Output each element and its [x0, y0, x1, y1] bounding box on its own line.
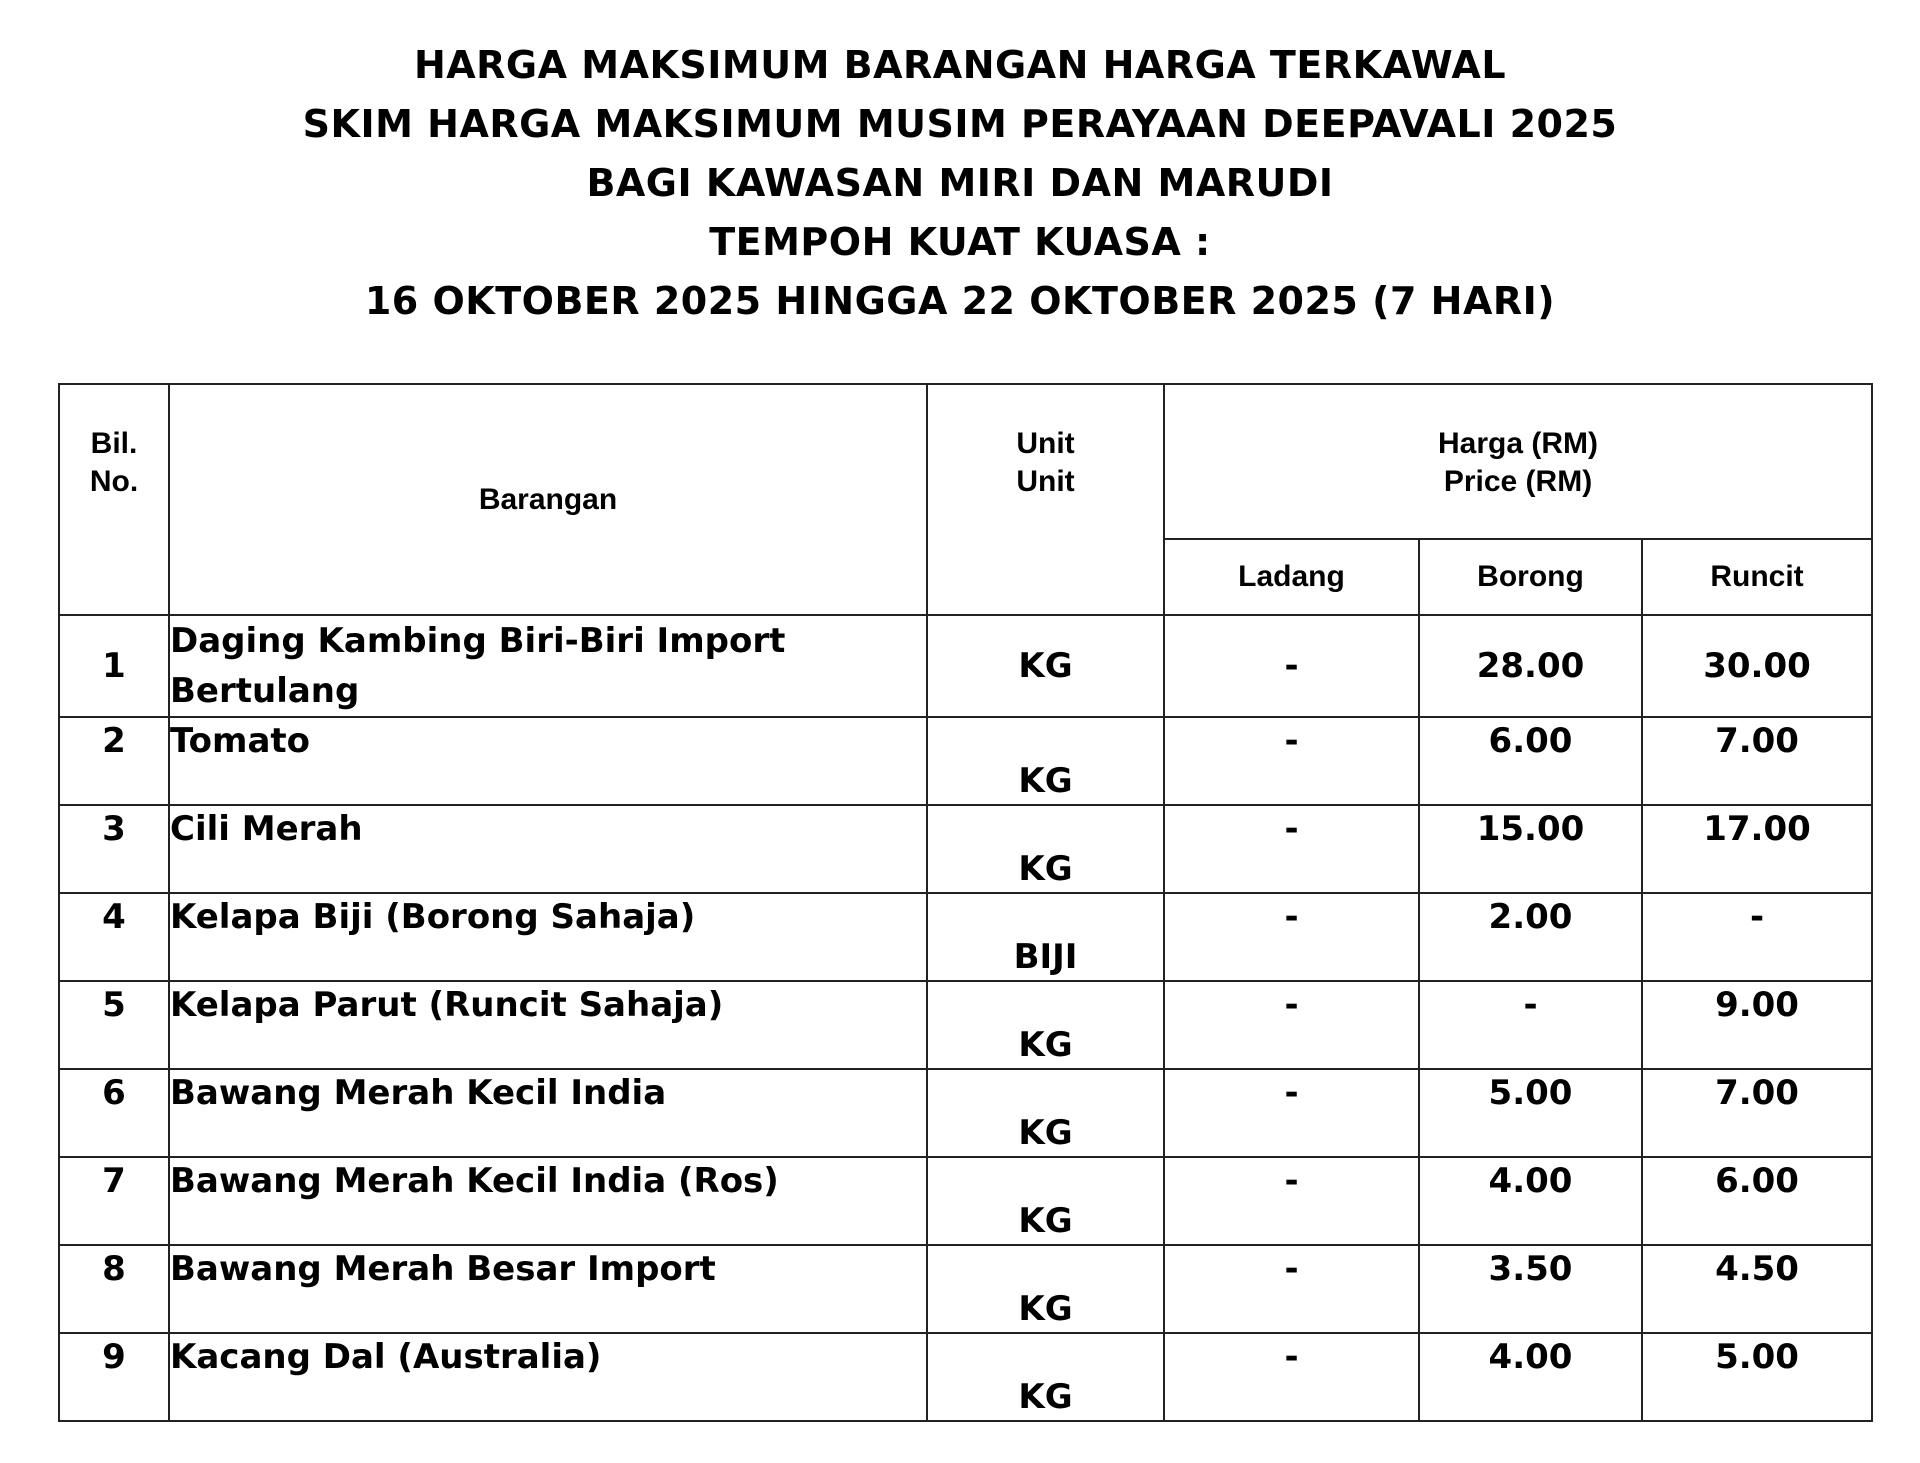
header-borong: Borong [1419, 539, 1642, 615]
cell-barangan: Kelapa Biji (Borong Sahaja) [169, 893, 927, 981]
title-line-2: SKIM HARGA MAKSIMUM MUSIM PERAYAAN DEEPAVALI 2025 [302, 102, 1618, 146]
table-row [59, 615, 1872, 717]
table-row [59, 1245, 1872, 1333]
cell-no: 5 [59, 981, 169, 1069]
cell-barangan: Kacang Dal (Australia) [169, 1333, 927, 1421]
cell-unit: KG [927, 615, 1164, 717]
cell-borong: 5.00 [1419, 1069, 1642, 1157]
cell-barangan: Kelapa Parut (Runcit Sahaja) [169, 981, 927, 1069]
cell-runcit: 6.00 [1642, 1157, 1872, 1245]
cell-runcit: 30.00 [1642, 615, 1872, 717]
cell-ladang: - [1164, 1157, 1419, 1245]
title-line-5: 16 OKTOBER 2025 HINGGA 22 OKTOBER 2025 (7 HARI) [364, 279, 1556, 323]
cell-unit: KG [927, 981, 1164, 1069]
cell-barangan: Tomato [169, 717, 927, 805]
cell-ladang: - [1164, 981, 1419, 1069]
cell-unit: KG [927, 1069, 1164, 1157]
header-unit-en: Unit [1016, 465, 1075, 498]
table-header-row [59, 384, 1872, 539]
cell-no: 2 [59, 717, 169, 805]
cell-unit: KG [927, 717, 1164, 805]
table-row [59, 717, 1872, 805]
cell-borong: 2.00 [1419, 893, 1642, 981]
cell-unit: KG [927, 1157, 1164, 1245]
cell-borong: 15.00 [1419, 805, 1642, 893]
table-row [59, 1157, 1872, 1245]
cell-barangan: Bawang Merah Kecil India [169, 1069, 927, 1157]
header-harga-ms: Harga (RM) [1438, 427, 1599, 460]
cell-ladang: - [1164, 893, 1419, 981]
cell-barangan-line2: Bertulang [170, 671, 360, 711]
document-title [0, 36, 1920, 331]
header-runcit: Runcit [1642, 539, 1872, 615]
cell-runcit: 4.50 [1642, 1245, 1872, 1333]
header-harga [1164, 384, 1872, 539]
title-line-1: HARGA MAKSIMUM BARANGAN HARGA TERKAWAL [413, 43, 1507, 87]
cell-barangan: Bawang Merah Besar Import [169, 1245, 927, 1333]
cell-unit: KG [927, 1245, 1164, 1333]
cell-ladang: - [1164, 805, 1419, 893]
cell-no: 7 [59, 1157, 169, 1245]
price-table [58, 383, 1873, 1422]
header-bil-no [59, 384, 169, 615]
cell-runcit: 5.00 [1642, 1333, 1872, 1421]
header-unit-ms: Unit [1016, 427, 1075, 460]
title-line-3: BAGI KAWASAN MIRI DAN MARUDI [586, 161, 1334, 205]
table-row [59, 1333, 1872, 1421]
cell-ladang: - [1164, 1245, 1419, 1333]
cell-barangan-line1: Daging Kambing Biri-Biri Import [170, 621, 786, 661]
table-row [59, 981, 1872, 1069]
cell-runcit: 7.00 [1642, 717, 1872, 805]
table-row [59, 805, 1872, 893]
header-no: No. [89, 465, 139, 498]
cell-borong: 3.50 [1419, 1245, 1642, 1333]
table-row [59, 1069, 1872, 1157]
title-line-4: TEMPOH KUAT KUASA : [709, 220, 1211, 264]
header-barangan: Barangan [169, 384, 927, 615]
header-harga-en: Price (RM) [1443, 465, 1593, 498]
cell-unit: BIJI [927, 893, 1164, 981]
cell-barangan: Cili Merah [169, 805, 927, 893]
cell-barangan: Bawang Merah Kecil India (Ros) [169, 1157, 927, 1245]
cell-no: 6 [59, 1069, 169, 1157]
cell-no: 1 [59, 615, 169, 717]
cell-ladang: - [1164, 615, 1419, 717]
header-bil: Bil. [90, 427, 138, 460]
cell-no: 3 [59, 805, 169, 893]
cell-runcit: - [1642, 893, 1872, 981]
cell-barangan [169, 615, 927, 717]
table-row [59, 893, 1872, 981]
cell-borong: - [1419, 981, 1642, 1069]
cell-unit: KG [927, 1333, 1164, 1421]
cell-runcit: 17.00 [1642, 805, 1872, 893]
cell-borong: 6.00 [1419, 717, 1642, 805]
cell-ladang: - [1164, 1333, 1419, 1421]
cell-runcit: 7.00 [1642, 1069, 1872, 1157]
cell-runcit: 9.00 [1642, 981, 1872, 1069]
cell-no: 8 [59, 1245, 169, 1333]
header-unit [927, 384, 1164, 615]
cell-no: 4 [59, 893, 169, 981]
cell-borong: 4.00 [1419, 1157, 1642, 1245]
cell-ladang: - [1164, 717, 1419, 805]
cell-borong: 4.00 [1419, 1333, 1642, 1421]
cell-ladang: - [1164, 1069, 1419, 1157]
cell-borong: 28.00 [1419, 615, 1642, 717]
cell-no: 9 [59, 1333, 169, 1421]
cell-unit: KG [927, 805, 1164, 893]
header-ladang: Ladang [1164, 539, 1419, 615]
